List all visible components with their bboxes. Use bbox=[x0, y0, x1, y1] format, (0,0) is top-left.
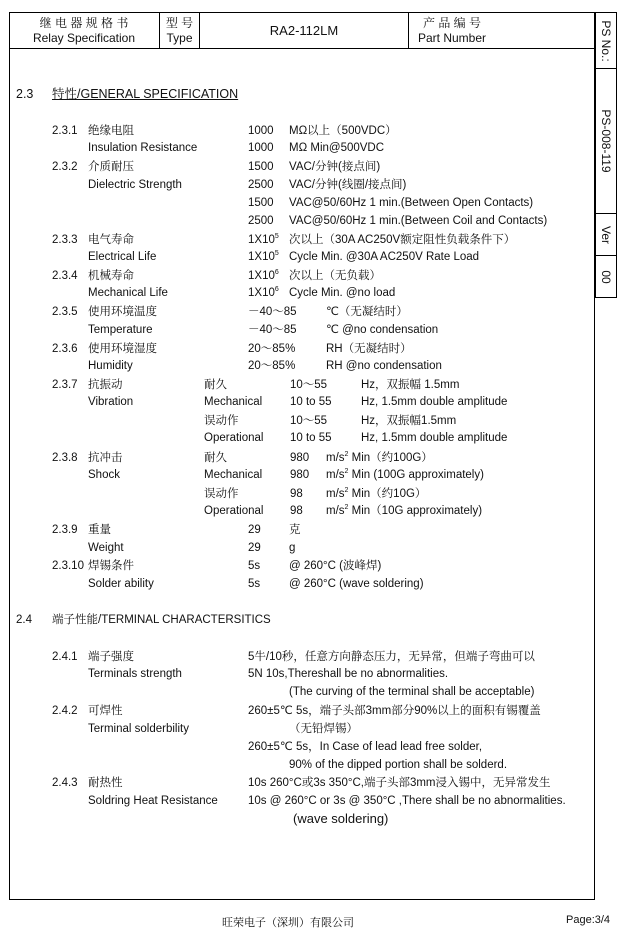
item-2-3-5-t1: ℃（无凝结时） bbox=[326, 306, 408, 318]
item-2-3-3-value bbox=[248, 233, 279, 247]
item-2-3-8-k: 误动作 bbox=[204, 488, 239, 500]
header-doc-cell bbox=[9, 12, 160, 48]
item-2-3-7-cn: 抗振动 bbox=[88, 379, 123, 391]
item-2-3-3-value-2 bbox=[248, 250, 279, 264]
header-part-cell bbox=[409, 12, 495, 48]
header-model: RA2-112LM bbox=[269, 23, 339, 38]
item-2-3-2-num: 2.3.2 bbox=[52, 161, 78, 173]
shock-unit-exp: 2 bbox=[344, 451, 349, 459]
item-2-3-5-cn: 使用环境温度 bbox=[88, 306, 157, 318]
item-2-4-2-l2: （无铅焊锡） bbox=[289, 723, 358, 735]
item-2-3-9-v: 29 bbox=[248, 524, 261, 536]
header-part-number-value bbox=[495, 12, 595, 48]
header-doc-cn: 继 电 器 规 格 书 bbox=[39, 16, 129, 30]
side-ps-no-cell bbox=[595, 69, 617, 214]
item-2-3-2-v: 1500 bbox=[248, 197, 274, 209]
header-type-cn: 型 号 bbox=[165, 16, 194, 30]
item-2-3-6-en: Humidity bbox=[88, 360, 133, 372]
item-2-3-2-cn: 介质耐压 bbox=[88, 161, 134, 173]
item-2-3-2-en: Dielectric Strength bbox=[88, 179, 182, 191]
item-2-3-5-t2: ℃ @no condensation bbox=[326, 324, 439, 336]
shock-unit: m/s bbox=[326, 488, 345, 500]
item-2-4-1-l2: 5N 10s,Thereshall be no abnormalities. bbox=[248, 668, 449, 680]
footer-page: Page:3/4 bbox=[566, 914, 611, 926]
item-2-3-4-base: 1X10 bbox=[248, 270, 275, 282]
item-2-3-2-t: VAC/分钟(线圈/接点间) bbox=[289, 179, 407, 191]
item-2-3-8-t bbox=[326, 468, 484, 482]
footer-company: 旺荣电子（深圳）有限公司 bbox=[222, 917, 354, 929]
item-2-3-5-en: Temperature bbox=[88, 324, 153, 336]
item-2-4-3-l1: 10s 260°C或3s 350°C,端子头部3mm浸入锡中，无异常发生 bbox=[248, 777, 551, 789]
item-2-3-3-cn: 电气寿命 bbox=[88, 234, 134, 246]
item-2-3-7-num: 2.3.7 bbox=[52, 379, 78, 391]
item-2-3-1-num: 2.3.1 bbox=[52, 125, 78, 137]
item-2-3-7-t: Hz, 1.5mm double amplitude bbox=[361, 432, 508, 444]
item-2-3-3-base: 1X10 bbox=[248, 251, 275, 263]
item-2-3-6-cn: 使用环境湿度 bbox=[88, 343, 157, 355]
item-2-3-1-v2: 1000 bbox=[248, 142, 274, 154]
item-2-3-7-v: 10 to 55 bbox=[290, 396, 332, 408]
item-2-3-2-t: VAC@50/60Hz 1 min.(Between Open Contacts) bbox=[289, 197, 534, 209]
side-ps-no: PS-008-119 bbox=[599, 109, 613, 173]
item-2-3-4-base: 1X10 bbox=[248, 287, 275, 299]
side-ver-label: Ver bbox=[599, 225, 613, 244]
item-2-3-9-t2: g bbox=[289, 542, 296, 554]
header-part-cn: 产 品 编 号 bbox=[422, 16, 481, 30]
item-2-3-9-cn: 重量 bbox=[88, 524, 111, 536]
shock-unit-exp: 2 bbox=[344, 468, 349, 476]
header-divider bbox=[9, 48, 595, 49]
header-model-cell bbox=[200, 12, 409, 48]
item-2-3-9-v: 29 bbox=[248, 542, 261, 554]
item-2-3-7-v: 10 to 55 bbox=[290, 432, 332, 444]
item-2-3-8-en: Shock bbox=[88, 469, 120, 481]
item-2-3-9-en: Weight bbox=[88, 542, 124, 554]
item-2-3-4-cn: 机械寿命 bbox=[88, 270, 134, 282]
item-2-3-8-k: 耐久 bbox=[204, 452, 227, 464]
item-2-3-2-v: 2500 bbox=[248, 179, 274, 191]
header-part-en: Part Number bbox=[417, 31, 487, 45]
item-2-3-8-v: 98 bbox=[290, 505, 303, 517]
section-2-3-title: 特性/GENERAL SPECIFICATION bbox=[52, 87, 239, 101]
item-2-3-4-value-2 bbox=[248, 286, 279, 300]
item-2-4-1-en: Terminals strength bbox=[88, 668, 182, 680]
item-2-3-7-en: Vibration bbox=[88, 396, 134, 408]
item-2-3-10-t1: @ 260°C (波峰焊) bbox=[289, 560, 382, 572]
section-2-3-num: 2.3 bbox=[16, 87, 34, 101]
item-2-3-8-v: 980 bbox=[290, 452, 310, 464]
side-ver: 00 bbox=[599, 269, 613, 284]
item-2-3-7-t: Hz, 1.5mm double amplitude bbox=[361, 396, 508, 408]
item-2-3-8-t bbox=[326, 487, 426, 501]
item-2-4-1-num: 2.4.1 bbox=[52, 651, 78, 663]
header-type-cell bbox=[160, 12, 200, 48]
section-2-4-title: 端子性能/TERMINAL CHARACTERSITICS bbox=[52, 614, 271, 626]
item-2-3-1-t2: MΩ Min@500VDC bbox=[289, 142, 385, 154]
item-2-3-4-exp: 6 bbox=[274, 286, 279, 294]
item-2-3-7-t: Hz，双振幅 1.5mm bbox=[361, 379, 460, 391]
item-2-3-4-exp: 6 bbox=[274, 269, 279, 277]
section-2-4-num: 2.4 bbox=[16, 614, 32, 626]
item-2-3-8-v: 98 bbox=[290, 488, 303, 500]
item-2-3-2-t: VAC/分钟(接点间) bbox=[289, 161, 381, 173]
item-2-4-3-cn: 耐热性 bbox=[88, 777, 123, 789]
item-2-3-8-t bbox=[326, 451, 433, 465]
item-2-3-4-t2: Cycle Min. @no load bbox=[289, 287, 396, 299]
shock-unit: m/s bbox=[326, 469, 345, 481]
item-2-3-6-num: 2.3.6 bbox=[52, 343, 78, 355]
item-2-3-7-t: Hz，双振幅1.5mm bbox=[361, 415, 457, 427]
item-2-4-1-l1: 5牛/10秒，任意方向静态压力，无异常，但端子弯曲可以 bbox=[248, 651, 535, 663]
item-2-3-5-num: 2.3.5 bbox=[52, 306, 78, 318]
item-2-4-3-l2: 10s @ 260°C or 3s @ 350°C ,There shall be no abnormalities. bbox=[248, 795, 566, 807]
item-2-3-7-k: 耐久 bbox=[204, 379, 227, 391]
item-2-3-4-value bbox=[248, 269, 279, 283]
item-2-3-7-v: 10～55 bbox=[290, 379, 328, 391]
item-2-4-2-cn: 可焊性 bbox=[88, 705, 123, 717]
item-2-3-8-text: Min (100G approximately) bbox=[351, 469, 484, 481]
item-2-3-3-t2: Cycle Min. @30A AC250V Rate Load bbox=[289, 251, 480, 263]
header-type-en: Type bbox=[166, 31, 193, 45]
item-2-3-8-t bbox=[326, 504, 482, 518]
item-2-4-2-num: 2.4.2 bbox=[52, 705, 78, 717]
item-2-3-4-en: Mechanical Life bbox=[88, 287, 168, 299]
item-2-3-7-k: 误动作 bbox=[204, 415, 239, 427]
item-2-3-3-base: 1X10 bbox=[248, 234, 275, 246]
side-panel bbox=[595, 12, 617, 900]
item-2-3-6-v: 20～85% bbox=[248, 360, 296, 372]
item-2-3-2-v: 1500 bbox=[248, 161, 274, 173]
item-2-4-3-num: 2.4.3 bbox=[52, 777, 78, 789]
item-2-3-10-num: 2.3.10 bbox=[52, 560, 84, 572]
item-2-3-2-v: 2500 bbox=[248, 215, 274, 227]
item-2-3-8-v: 980 bbox=[290, 469, 310, 481]
item-2-3-8-text: Min（约10G） bbox=[351, 488, 427, 500]
item-2-3-9-num: 2.3.9 bbox=[52, 524, 78, 536]
side-ps-no-label-cell bbox=[595, 12, 617, 69]
item-2-3-6-v: 20～85% bbox=[248, 343, 296, 355]
item-2-3-2-t: VAC@50/60Hz 1 min.(Between Coil and Contacts) bbox=[289, 215, 548, 227]
item-2-3-8-num: 2.3.8 bbox=[52, 452, 78, 464]
item-2-3-10-v: 5s bbox=[248, 578, 261, 590]
item-2-4-1-cn: 端子强度 bbox=[88, 651, 134, 663]
item-2-4-3-en: Soldring Heat Resistance bbox=[88, 795, 218, 807]
item-2-3-10-en: Solder ability bbox=[88, 578, 154, 590]
item-2-4-2-l1: 260±5℃ 5s，端子头部3mm部分90%以上的面积有锡覆盖 bbox=[248, 705, 541, 717]
item-2-3-9-t1: 克 bbox=[289, 524, 301, 536]
item-2-3-8-text: Min（约100G） bbox=[351, 452, 433, 464]
item-2-4-2-l3: 260±5℃ 5s，In Case of lead lead free solder, bbox=[248, 741, 483, 753]
item-2-4-2-l4: 90% of the dipped portion shall be solderd. bbox=[289, 759, 508, 771]
item-2-3-8-text: Min（10G approximately) bbox=[351, 505, 483, 517]
shock-unit: m/s bbox=[326, 452, 345, 464]
item-2-3-10-t2: @ 260°C (wave soldering) bbox=[289, 578, 424, 590]
item-2-3-6-t1: RH（无凝结时） bbox=[326, 343, 412, 355]
item-2-3-8-cn: 抗冲击 bbox=[88, 452, 123, 464]
item-2-3-3-num: 2.3.3 bbox=[52, 234, 78, 246]
item-2-3-5-v: －40～85 bbox=[248, 324, 297, 336]
item-2-4-1-l3: (The curving of the terminal shall be acceptable) bbox=[289, 686, 535, 698]
side-ps-no-label: PS No.: bbox=[599, 19, 613, 62]
shock-unit-exp: 2 bbox=[344, 504, 349, 512]
item-2-3-1-v1: 1000 bbox=[248, 125, 274, 137]
item-2-3-1-cn: 绝缘电阻 bbox=[88, 125, 134, 137]
item-2-3-6-t2: RH @no condensation bbox=[326, 360, 442, 372]
item-2-3-4-t1: 次以上（无负载） bbox=[289, 270, 381, 282]
item-2-3-3-t1: 次以上（30A AC250V额定阻性负载条件下） bbox=[289, 234, 516, 246]
item-2-4-3-l3: (wave soldering) bbox=[293, 811, 389, 826]
item-2-3-10-cn: 焊锡条件 bbox=[88, 560, 134, 572]
item-2-3-8-k: Mechanical bbox=[204, 469, 263, 481]
header-doc-en: Relay Specification bbox=[32, 31, 136, 45]
item-2-4-2-en: Terminal solderbility bbox=[88, 723, 189, 735]
shock-unit-exp: 2 bbox=[344, 487, 349, 495]
side-ver-label-cell bbox=[595, 214, 617, 256]
item-2-3-4-num: 2.3.4 bbox=[52, 270, 78, 282]
item-2-3-3-exp: 5 bbox=[274, 233, 279, 241]
shock-unit: m/s bbox=[326, 505, 345, 517]
item-2-3-3-en: Electrical Life bbox=[88, 251, 157, 263]
item-2-3-10-v: 5s bbox=[248, 560, 261, 572]
item-2-3-1-en: Insulation Resistance bbox=[88, 142, 198, 154]
item-2-3-7-k: Mechanical bbox=[204, 396, 263, 408]
item-2-3-7-k: Operational bbox=[204, 432, 264, 444]
header-table bbox=[9, 12, 595, 48]
item-2-3-8-k: Operational bbox=[204, 505, 264, 517]
item-2-3-1-t1: MΩ以上（500VDC） bbox=[289, 125, 397, 137]
item-2-3-3-exp: 5 bbox=[274, 250, 279, 258]
item-2-3-7-v: 10～55 bbox=[290, 415, 328, 427]
item-2-3-5-v: －40～85 bbox=[248, 306, 297, 318]
side-ver-cell bbox=[595, 256, 617, 298]
